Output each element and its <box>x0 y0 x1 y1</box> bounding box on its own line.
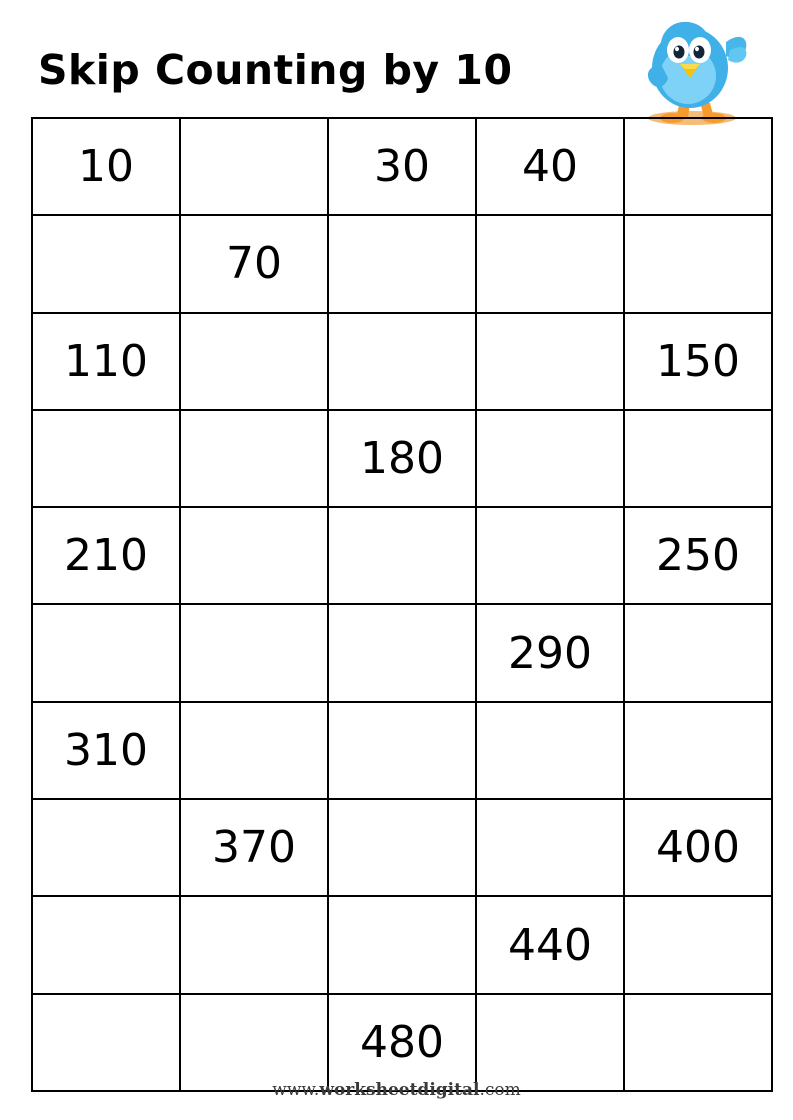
grid-cell[interactable] <box>476 799 624 896</box>
blue-bird-icon <box>622 6 757 131</box>
grid-cell[interactable] <box>328 799 476 896</box>
grid-cell[interactable] <box>32 896 180 993</box>
grid-cell[interactable] <box>32 994 180 1091</box>
footer-credit <box>0 1080 793 1100</box>
grid-cell[interactable] <box>624 994 772 1091</box>
grid-cell[interactable] <box>180 896 328 993</box>
grid-cell[interactable] <box>328 507 476 604</box>
table-row <box>32 799 772 896</box>
table-row <box>32 215 772 312</box>
grid-cell[interactable]: 10 <box>32 118 180 215</box>
grid-cell[interactable] <box>328 604 476 701</box>
grid-cell[interactable]: 290 <box>476 604 624 701</box>
skip-counting-grid <box>31 117 773 1092</box>
grid-cell[interactable] <box>180 702 328 799</box>
grid-cell[interactable] <box>624 410 772 507</box>
grid-cell[interactable] <box>624 215 772 312</box>
grid-cell[interactable]: 370 <box>180 799 328 896</box>
grid-cell[interactable]: 40 <box>476 118 624 215</box>
grid-cell[interactable] <box>180 410 328 507</box>
grid-cell[interactable] <box>180 118 328 215</box>
table-row <box>32 313 772 410</box>
grid-cell[interactable] <box>328 313 476 410</box>
table-row <box>32 410 772 507</box>
table-row <box>32 702 772 799</box>
grid-cell[interactable]: 480 <box>328 994 476 1091</box>
grid-cell[interactable] <box>476 507 624 604</box>
grid-cell[interactable] <box>32 799 180 896</box>
table-row <box>32 604 772 701</box>
grid-cell[interactable] <box>624 604 772 701</box>
table-row <box>32 994 772 1091</box>
grid-cell[interactable] <box>624 896 772 993</box>
grid-cell[interactable]: 150 <box>624 313 772 410</box>
table-row <box>32 507 772 604</box>
grid-cell[interactable]: 180 <box>328 410 476 507</box>
page-title: Skip Counting by 10 <box>38 46 513 94</box>
grid-cell[interactable] <box>476 702 624 799</box>
grid-cell[interactable] <box>476 215 624 312</box>
table-row <box>32 896 772 993</box>
grid-cell[interactable] <box>624 118 772 215</box>
footer-brand: worksheetdigital <box>319 1080 480 1100</box>
footer-suffix: .com <box>479 1080 521 1100</box>
grid-cell[interactable] <box>624 702 772 799</box>
grid-cell[interactable]: 400 <box>624 799 772 896</box>
grid-cell[interactable]: 110 <box>32 313 180 410</box>
grid-cell[interactable] <box>476 313 624 410</box>
grid-cell[interactable] <box>476 410 624 507</box>
grid-cell[interactable] <box>328 702 476 799</box>
grid-cell[interactable]: 250 <box>624 507 772 604</box>
grid-cell[interactable] <box>328 215 476 312</box>
grid-cell[interactable] <box>328 896 476 993</box>
grid-cell[interactable]: 310 <box>32 702 180 799</box>
footer-prefix: www. <box>272 1080 320 1100</box>
grid-cell[interactable] <box>32 604 180 701</box>
table-row <box>32 118 772 215</box>
grid-cell[interactable] <box>180 994 328 1091</box>
grid-cell[interactable] <box>180 604 328 701</box>
grid-cell[interactable] <box>476 994 624 1091</box>
grid-cell[interactable]: 70 <box>180 215 328 312</box>
grid-cell[interactable] <box>180 313 328 410</box>
grid-cell[interactable]: 210 <box>32 507 180 604</box>
grid-cell[interactable] <box>180 507 328 604</box>
grid-cell[interactable] <box>32 215 180 312</box>
grid-cell[interactable]: 440 <box>476 896 624 993</box>
grid-cell[interactable]: 30 <box>328 118 476 215</box>
grid-cell[interactable] <box>32 410 180 507</box>
